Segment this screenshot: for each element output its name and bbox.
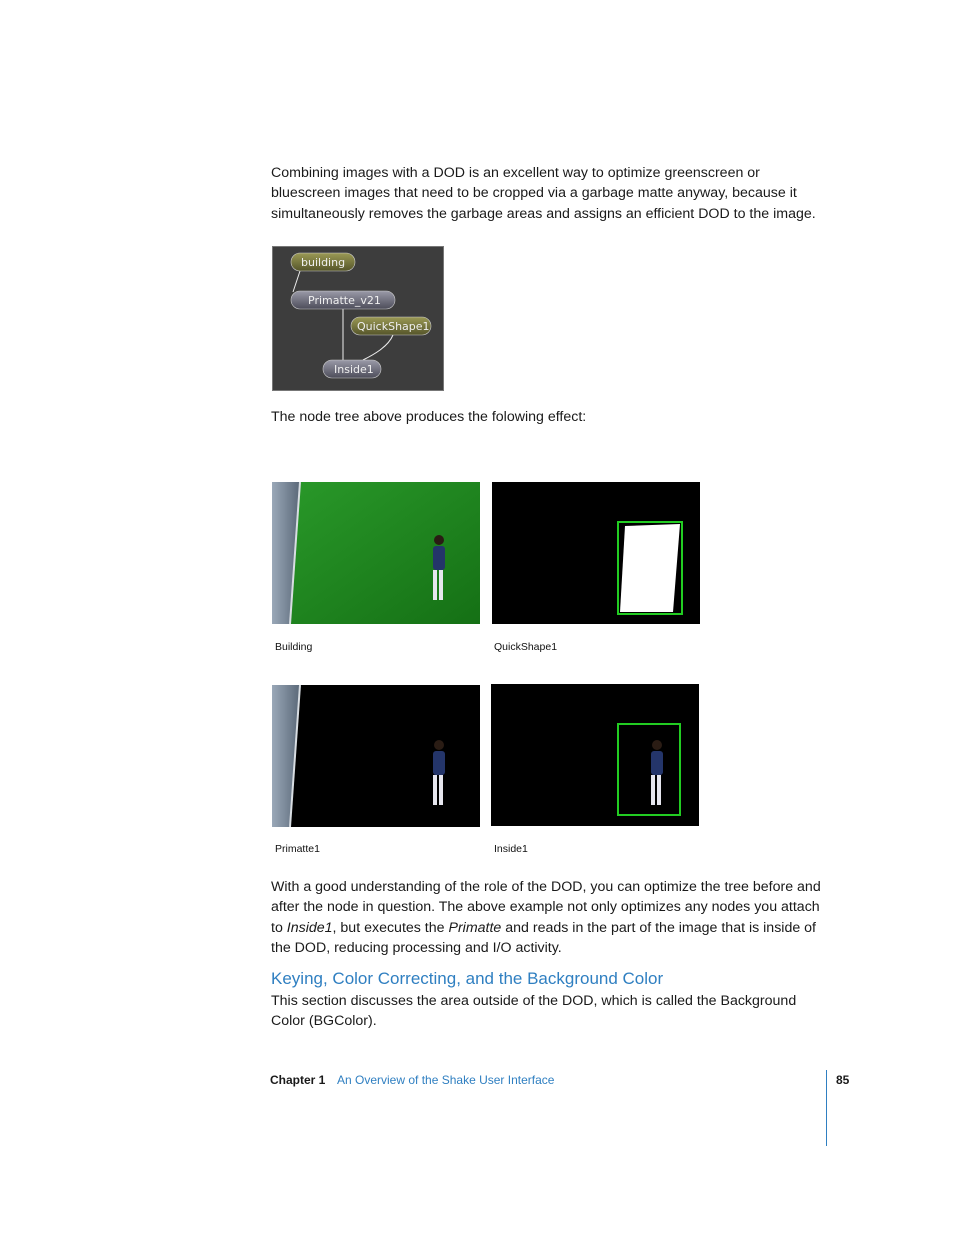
inside-image [491, 684, 699, 826]
image-caption: Primatte1 [275, 843, 320, 855]
node-primatte [291, 291, 395, 309]
body-text: and reads in the part of the image that is inside of the DOD, reducing processing and I/O activity. [271, 919, 816, 957]
footer-divider [826, 1070, 827, 1146]
node-label: QuickShape1 [357, 320, 430, 333]
node-building [291, 253, 355, 271]
image-caption: QuickShape1 [494, 641, 558, 653]
page-number: 85 [836, 1073, 850, 1087]
body-text: , but executes the [332, 919, 449, 936]
footer-chapter: Chapter 1 [270, 1073, 326, 1087]
node-label: Primatte_v21 [308, 294, 381, 307]
person-figure [433, 740, 445, 805]
node-label: Inside1 [334, 363, 374, 376]
footer-chapter-title: An Overview of the Shake User Interface [337, 1073, 555, 1087]
primatte-image [272, 685, 480, 827]
node-tree-caption: The node tree above produces the folowing effect: [271, 409, 587, 425]
node-inside [323, 360, 381, 378]
node-tree-image [272, 246, 444, 391]
person-figure [651, 740, 663, 805]
image-caption: Inside1 [494, 843, 528, 855]
body-italic-inside: Inside1 [286, 919, 333, 936]
intro-paragraph: Combining images with a DOD is an excellent way to optimize greenscreen or bluescreen images that need to be cropped via a garbage matte anyway, because it simultaneously removes the garbage areas and assigns an efficient DOD to the image. [271, 165, 816, 222]
building-image [272, 482, 480, 624]
node-label: building [301, 256, 346, 269]
node-quickshape [351, 317, 431, 335]
body-paragraph [271, 877, 831, 959]
image-caption: Building [275, 641, 313, 653]
section-heading: Keying, Color Correcting, and the Background Color [271, 969, 664, 988]
section-paragraph: This section discusses the area outside of the DOD, which is called the Background Color (BGColor). [271, 993, 797, 1030]
quickshape-image [492, 482, 700, 624]
body-text: With a good understanding of the role of the DOD, you can optimize the tree before and after the node in question. The above example not only optimizes any nodes you attach to [271, 879, 821, 936]
body-italic-primatte: Primatte [448, 919, 502, 936]
